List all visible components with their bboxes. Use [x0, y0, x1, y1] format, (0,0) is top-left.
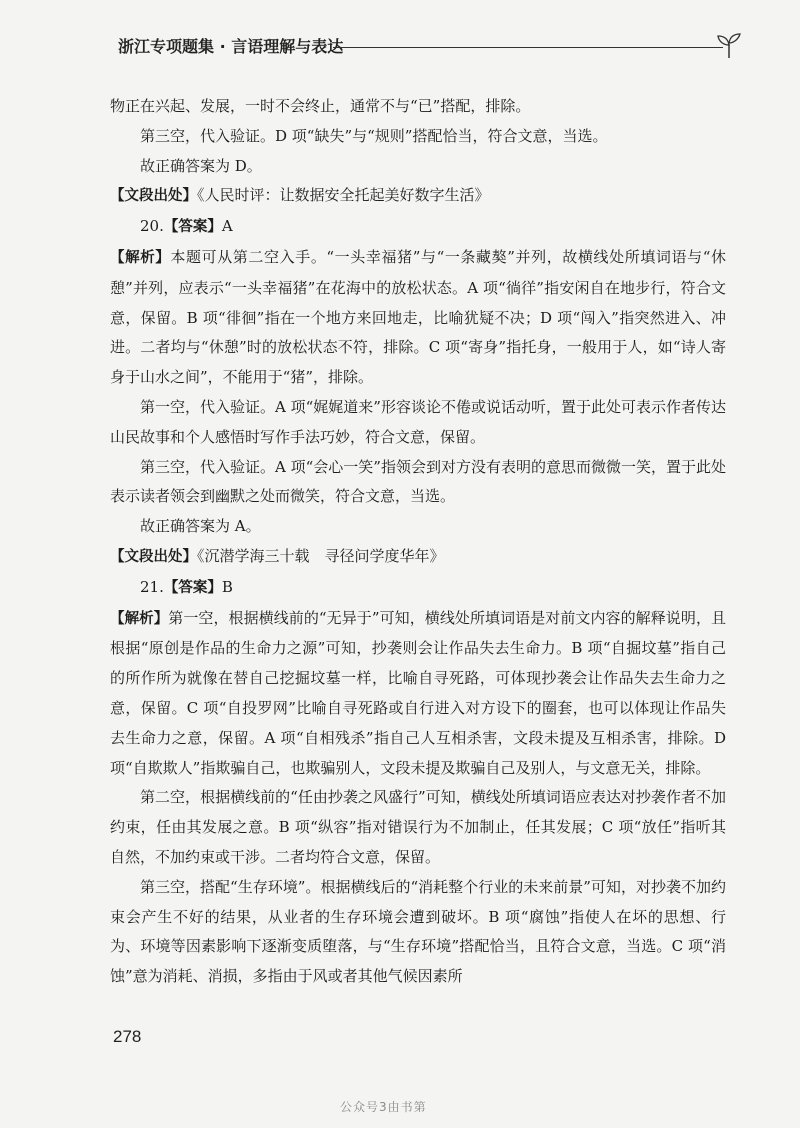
paragraph: 故正确答案为 A。	[140, 517, 261, 536]
analysis-paragraph: 【解析】本题可从第二空入手。“一头幸福猪”与“一条藏獒”并列，故横线处所填词语与“休憩”并列，应表示“一头幸福猪”在花海中的放松状态。A 项“徜徉”指安闲自在地步行，符合文意，保留。B 项“徘徊”指在一个地方来回地走，比喻犹疑不决；D 项“闯入”指突然进入、冲进。二者均与“休憩”时的放松状态不符，排除。C 项“寄身”指托身，一般用于人，如“诗人寄身于山水之间”，不能用于“猪”，排除。	[110, 247, 726, 387]
source-line: 【文段出处】《人民时评：让数据安全托起美好数字生活》	[110, 186, 490, 205]
answer-line: 21.【答案】B	[140, 577, 233, 596]
paragraph: 第二空，根据横线前的“任由抄袭之风盛行”可知，横线处所填词语应表达对抄袭作者不加约束，任由其发展之意。B 项“纵容”指对错误行为不加制止，任其发展；C 项“放任”指听其自然，不加约束或干涉。二者均符合文意，保留。	[110, 788, 726, 866]
page-body	[110, 92, 726, 992]
paragraph: 第三空，代入验证。A 项“会心一笑”指领会到对方没有表明的意思而微微一笑，置于此处表示读者领会到幽默之处而微笑，符合文意，当选。	[110, 457, 726, 506]
analysis-paragraph: 【解析】第一空，根据横线前的“无异于”可知，横线处所填词语是对前文内容的解释说明，且根据“原创是作品的生命力之源”可知，抄袭则会让作品失去生命力。B 项“自掘坟墓”指自己的所作所为就像在替自己挖掘坟墓一样，比喻自寻死路，可体现抄袭会让作品失去生命力之意，保留。C 项“自投罗网”比喻自寻死路或自行进入对方设下的圈套，也可以体现让作品失去生命力之意，保留。A 项“自相残杀”指自己人互相杀害，文段未提及互相杀害，排除。D 项“自欺欺人”指欺骗自己，也欺骗别人，文段未提及欺骗自己及别人，与文意无关，排除。	[110, 608, 727, 777]
answer-line: 20.【答案】A	[140, 217, 233, 236]
header-rule	[333, 47, 723, 48]
running-header	[118, 30, 738, 60]
header-title: 浙江专项题集 · 言语理解与表达	[118, 37, 344, 56]
paragraph: 故正确答案为 D。	[140, 156, 262, 175]
answer-tag: 【答案】	[163, 219, 222, 236]
paragraph: 物正在兴起、发展，一时不会终止，通常不与“已”搭配，排除。	[110, 97, 531, 115]
source-line: 【文段出处】《沉潜学海三十载 寻径问学度华年》	[110, 546, 445, 565]
answer-tag: 【答案】	[163, 579, 222, 596]
source-tag: 【文段出处】	[110, 548, 197, 565]
watermark: 公众号3由书第	[340, 1100, 427, 1114]
paragraph: 第三空，代入验证。D 项“缺失”与“规则”搭配恰当，符合文意，当选。	[140, 126, 608, 145]
sprout-icon	[716, 32, 742, 60]
analysis-tag: 【解析】	[110, 249, 171, 266]
analysis-tag: 【解析】	[110, 610, 169, 627]
source-tag: 【文段出处】	[110, 188, 197, 205]
paragraph: 第三空，搭配“生存环境”。根据横线后的“消耗整个行业的未来前景”可知，对抄袭不加约束会产生不好的结果，从业者的生存环境会遭到破坏。B 项“腐蚀”指使人在坏的思想、行为、环境等因素影响下逐渐变质堕落，与“生存环境”搭配恰当，且符合文意，当选。C 项“消蚀”意为消耗、消损，多指由于风或者其他气候因素所	[110, 877, 726, 986]
paragraph: 第一空，代入验证。A 项“娓娓道来”形容谈论不倦或说话动听，置于此处可表示作者传达山民故事和个人感悟时写作手法巧妙，符合文意，保留。	[110, 397, 726, 446]
page-number: 278	[113, 1027, 142, 1046]
